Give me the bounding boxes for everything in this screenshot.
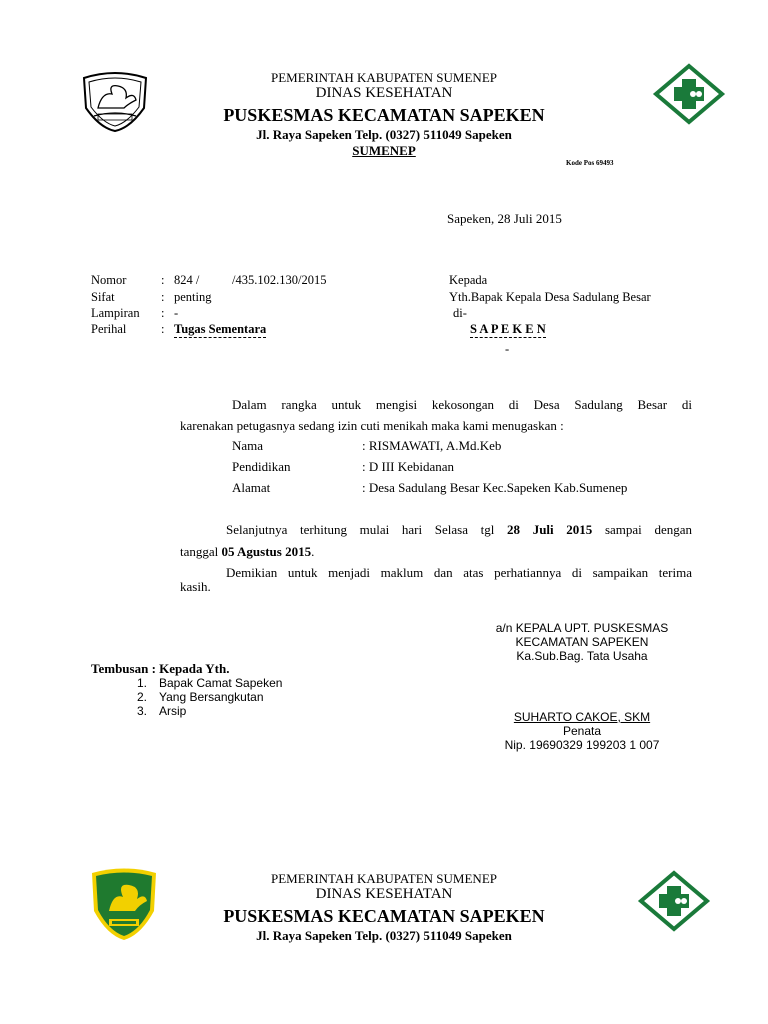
org-name: PUSKESMAS KECAMATAN SAPEKEN (223, 105, 545, 125)
sifat-value: penting (174, 290, 212, 304)
footer-puskesmas-logo (637, 869, 711, 933)
lampiran-separator: : (161, 306, 165, 320)
body-paragraph-3-line-2: kasih. (180, 579, 211, 594)
cc-item-text: Bapak Camat Sapeken (159, 676, 283, 690)
cc-item-text: Yang Bersangkutan (159, 690, 264, 704)
pendidikan-value: : D III Kebidanan (362, 459, 455, 474)
start-date: 28 Juli 2015 (507, 522, 593, 537)
footer-dept-name: DINAS KESEHATAN (315, 886, 453, 902)
alamat-label: Alamat (232, 480, 271, 495)
signatory-block (462, 710, 702, 752)
nomor-separator: : (161, 273, 165, 287)
body-paragraph-2-line-2 (180, 542, 700, 562)
body-paragraph-2-text: Selanjutnya terhitung mulai hari Selasa tgl (226, 522, 508, 537)
org-address: Jl. Raya Sapeken Telp. (0327) 511049 Sapeken (256, 127, 512, 142)
recipient-place: S A P E K E N (470, 322, 546, 336)
org-city: SUMENEP (352, 143, 416, 158)
perihal-value: Tugas Sementara (174, 322, 267, 336)
postal-code: Kode Pos 69493 (566, 159, 614, 167)
dept-name: DINAS KESEHATAN (315, 85, 453, 101)
lampiran-value: - (174, 306, 179, 320)
body-paragraph-2-end: . (311, 544, 315, 559)
cc-title: Tembusan : Kepada Yth. (91, 661, 230, 676)
end-date: 05 Agustus 2015 (221, 544, 312, 559)
recipient-name: Yth.Bapak Kepala Desa Sadulang Besar (449, 290, 651, 304)
body-paragraph-2-text-mid: sampai dengan (592, 522, 692, 537)
body-paragraph-1-line-1: Dalam rangka untuk mengisi kekosongan di Desa Sadulang Besar di (232, 397, 692, 412)
signature-line-2: KECAMATAN SAPEKEN (515, 635, 649, 649)
perihal-separator: : (161, 322, 165, 336)
nomor-value: 824 / (174, 273, 200, 287)
nomor-value-suffix: /435.102.130/2015 (232, 273, 327, 287)
letter-date: Sapeken, 28 Juli 2015 (447, 211, 562, 226)
nomor-label: Nomor (91, 273, 127, 287)
cc-item-text: Arsip (159, 704, 187, 718)
cc-item (137, 704, 282, 718)
body-paragraph-2-line-1 (226, 520, 692, 540)
perihal-label: Perihal (91, 322, 127, 336)
signatory-name: SUHARTO CAKOE, SKM (513, 710, 651, 724)
signature-block (462, 621, 702, 663)
nama-label: Nama (232, 438, 264, 453)
footer-gov-name: PEMERINTAH KABUPATEN SUMENEP (270, 871, 497, 886)
recipient-di: di- (453, 306, 467, 320)
cc-list (137, 676, 282, 718)
signatory-rank: Penata (562, 724, 602, 738)
lampiran-label: Lampiran (91, 306, 140, 320)
sifat-label: Sifat (91, 290, 115, 304)
signatory-nip: Nip. 19690329 199203 1 007 (504, 738, 660, 752)
cc-item-number: 2. (137, 690, 148, 704)
footer-org-name: PUSKESMAS KECAMATAN SAPEKEN (223, 906, 545, 926)
cc-item-number: 1. (137, 676, 148, 690)
pendidikan-label: Pendidikan (232, 459, 291, 474)
sifat-separator: : (161, 290, 165, 304)
cc-item-number: 3. (137, 704, 148, 718)
nama-value: : RISMAWATI, A.Md.Keb (362, 438, 502, 453)
gov-name: PEMERINTAH KABUPATEN SUMENEP (270, 70, 497, 85)
signature-line-1: a/n KEPALA UPT. PUSKESMAS (495, 621, 669, 635)
recipient-dash: - (505, 342, 510, 356)
alamat-value: : Desa Sadulang Besar Kec.Sapeken Kab.Sumenep (362, 480, 628, 495)
signature-line-3: Ka.Sub.Bag. Tata Usaha (516, 649, 648, 663)
recipient-to: Kepada (449, 273, 488, 287)
body-paragraph-2-prefix: tanggal (180, 544, 222, 559)
cc-item (137, 676, 282, 690)
body-paragraph-1-line-2: karenakan petugasnya sedang izin cuti menikah maka kami menugaskan : (180, 418, 564, 433)
footer-org-address: Jl. Raya Sapeken Telp. (0327) 511049 Sapeken (256, 928, 512, 943)
body-paragraph-3-line-1: Demikian untuk menjadi maklum dan atas perhatiannya di sampaikan terima (226, 565, 692, 580)
cc-item (137, 690, 282, 704)
puskesmas-logo (652, 62, 726, 126)
